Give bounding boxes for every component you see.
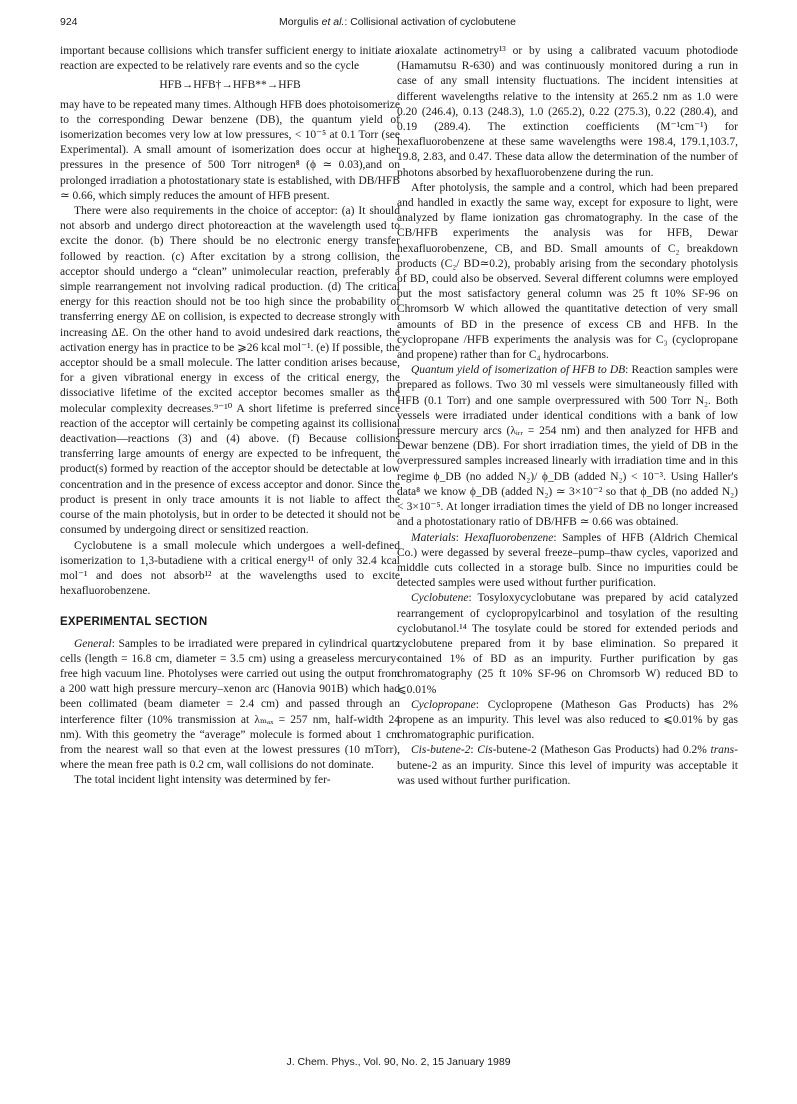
paragraph: After photolysis, the sample and a control, which had been prepared and handled in exactly the same way, except for exposure to light, were analyzed by flame ionization gas chromatography. In the case of the CB/HFB experiments the analysis was for HFB, Dewar hexafluorobenzene, CB, and BD. Small amounts of C₂ breakdown products (C₂/ BD≃0.2), probably arising from the secondary photolysis of BD, could also be observed. Several different columns were employed but the most satisfactory general column was 25 ft 10% SF-96 on Chromsorb W which allowed the quantitative detection of very small amounts of BD in the presence of excess CB and HFB. In the cyclopropane /HFB experiments the analysis was for C₃ (cyclopropane and propene) rather than for C₄ hydrocarbons. [397,181,738,362]
run-in-label: Quantum yield of isomerization of HFB to DB [411,364,626,377]
run-in-label: General [74,637,112,650]
run-in-label: Cyclopropane [411,698,476,711]
right-column [397,44,738,789]
paragraph-text: -butene-2 (Matheson Gas Products) had 0.2% [492,744,711,757]
run-in-label: Materials [411,531,456,544]
paragraph: may have to be repeated many times. Although HFB does photoisomerize to the corresponding Dewar benzene (DB), the quantum yield of isomerization becomes very low at low pressures, < 10⁻⁵ at 0.1 Torr (see Experimental). A small amount of isomerization does occur at higher pressures in the presence of 500 Torr nitrogen⁸ (ϕ ≃ 0.03),and on prolonged irradiation a photostationary state is established, with DB/HFB ≃ 0.66, which simply reduces the amount of HFB present. [60,98,400,202]
paragraph: Cyclobutene is a small molecule which undergoes a well-defined isomerization to 1,3-butadiene with a critical energy¹¹ of only 32.4 kcal mol⁻¹ and does not absorb¹² at the wavelengths used to excite hexafluorobenzene. [60,539,400,598]
paragraph: The total incident light intensity was determined by fer- [74,774,331,787]
reaction-cycle-equation: HFB→HFB†→HFB**→HFB [159,79,301,92]
paragraph-text: : [470,744,478,757]
paragraph-quantum-yield [397,363,738,530]
run-in-label: Cyclobutene [411,592,469,605]
paragraph-materials [397,531,738,592]
running-title-suffix: : Collisional activation of cyclobutene [344,16,516,28]
paragraph-cyclopropane [397,698,738,744]
running-title [60,16,735,28]
page-number: 924 [60,16,78,28]
separator: : [455,531,465,544]
running-header [60,16,735,32]
inline-italic: trans [710,744,735,757]
paragraph: important because collisions which transfer sufficient energy to initiate a reaction are expected to be relatively rare events and so the cycle [60,45,400,73]
inline-italic: Cis [477,744,493,757]
paragraph-text: : Samples to be irradiated were prepared in cylindrical quartz cells (length = 16.8 cm, diameter = 3.5 cm) using a greaseless mercury-free high vacuum line. Photolyses were carried out using the output from a 200 watt high pressure mercury–xenon arc (Hanovia 901B) which had been collimated (beam diameter = 2.4 cm) and passed through an interference filter (10% transmission at λₘₐₓ = 257 nm, half-width 24 nm). With this geometry the “average” molecule is formed about 1 cm from the nearest wall so that even at the lowest pressures (10 mTorr), where the mean free path is 0.2 cm, wall collisions do not dominate. [60,637,400,772]
paragraph-text: : Samples of HFB (Aldrich Chemical Co.) were degassed by several freeze–pump–thaw cycles, vaporized and middle cuts collected in a storage bulb. Since no impurities could be detected samples were used without further purification. [397,531,738,590]
paragraph-text: : Cyclopropene (Matheson Gas Products) has 2% propene as an impurity. This level was also reduced to ⩽0.01% by gas chromatographic purification. [397,698,738,742]
paragraph-text: : Reaction samples were prepared as follows. Two 30 ml vessels were simultaneously filled with HFB (0.1 Torr) and one sample overpressured with 500 Torr N₂. Both vessels were irradiated under identical conditions with a bank of low pressure mercury arcs (λᵢᵣᵣ = 254 nm) and then analyzed for HFB and Dewar benzene (DB). For short irradiation times, the yield of DB in the overpressured samples increased linearly with irradiation time and in this regime ϕ_DB (no added N₂)/ ϕ_DB (added N₂) < 10⁻³. Using Haller's data⁸ we know ϕ_DB (added N₂) ≃ 3×10⁻² so that ϕ_DB (no added N₂) < 3×10⁻⁵. At longer irradiation times the yield of DB no longer increased and a photostationary ratio of DB/HFB ≃ 0.66 was obtained. [397,364,738,529]
running-title-prefix: Morgulis [279,16,322,28]
left-column [60,44,400,789]
run-in-label: Hexafluorobenzene [464,531,554,544]
paragraph-text: -butene-2 as an impurity. Since this level of impurity was acceptable it was used without further purification. [397,744,738,787]
paragraph-general [60,637,400,774]
paragraph-text: : Tosyloxycyclobutane was prepared by acid catalyzed rearrangement of cyclopropylcarbinol and tosylation of the resulting cyclobutanol.¹⁴ The tosylate could be stored for extended periods and cyclobutene prepared from it by base elimination. So prepared it contained 1% of BD as an impurity. Further purification by gas chromatography (25 ft 10% SF-96 on Chromsorb W) reduced BD to ⩽0.01% [397,592,738,696]
run-in-label: Cis-butene-2 [411,744,471,757]
running-title-italic: et al. [321,16,345,28]
paragraph-cyclobutene [397,591,738,697]
journal-citation-footer: J. Chem. Phys., Vol. 90, No. 2, 15 January 1989 [286,1056,511,1068]
paragraph: There were also requirements in the choice of acceptor: (a) It should not absorb and undergo direct photoreaction at the wavelength used to excite the donor. (b) There should be no electronic energy transfer followed by reaction. (c) After excitation by a strong collision, the acceptor should undergo a “clean” unimolecular reaction, preferably a simple rearrangement not involving radical production. (d) The critical energy for this reaction should not be too high since the probability of transferring energy ΔE on collision, is expected to decrease strongly with increasing ΔE. On the other hand to avoid undesired dark reactions, the activation energy has in practice to be ⩾26 kcal mol⁻¹. (e) If possible, the acceptor should be a small molecule. The latter condition arises because, for a given vibrational energy in excess of the critical energy, the dissociative lifetime of the excited acceptor becomes smaller as the molecular complexity decreases.⁹⁻¹⁰ A short lifetime is preferred since reaction of the acceptor will certainly be competing against its collisional deactivation—reactions (3) and (4) above. (f) Because collisions transferring large amounts of energy are expected to be infrequent, the product(s) formed by reaction of the acceptor should be detectable at low concentration and in the presence of excess acceptor and donor. Since the product is present in only trace amounts it is not liable to affect the course of the main photolysis, but in order to be detected it should not be consumed by undergoing direct or sensitized reaction. [60,205,400,537]
section-heading: EXPERIMENTAL SECTION [60,616,208,629]
paragraph: rioxalate actinometry¹³ or by using a calibrated vacuum photodiode (Hamamutsu R-630) and was continuously monitored during a run in case of any small intensity fluctuations. The incident intensities at different wavelengths relative to the intensity at 265.2 nm as 1.0 were 0.20 (246.4), 0.13 (248.3), 1.0 (265.2), 0.22 (275.3), 0.22 (280.4), and 0.19 (289.4). The extinction coefficients (M⁻¹cm⁻¹) for hexafluorobenzene at these same wavelengths were 198.4, 179.1,103.7, 19.8, 2.83, and 0.47. These data allow the determination of the number of photons absorbed by hexafluorobenzene during the run. [397,45,738,179]
paragraph-cis-butene [397,743,738,789]
